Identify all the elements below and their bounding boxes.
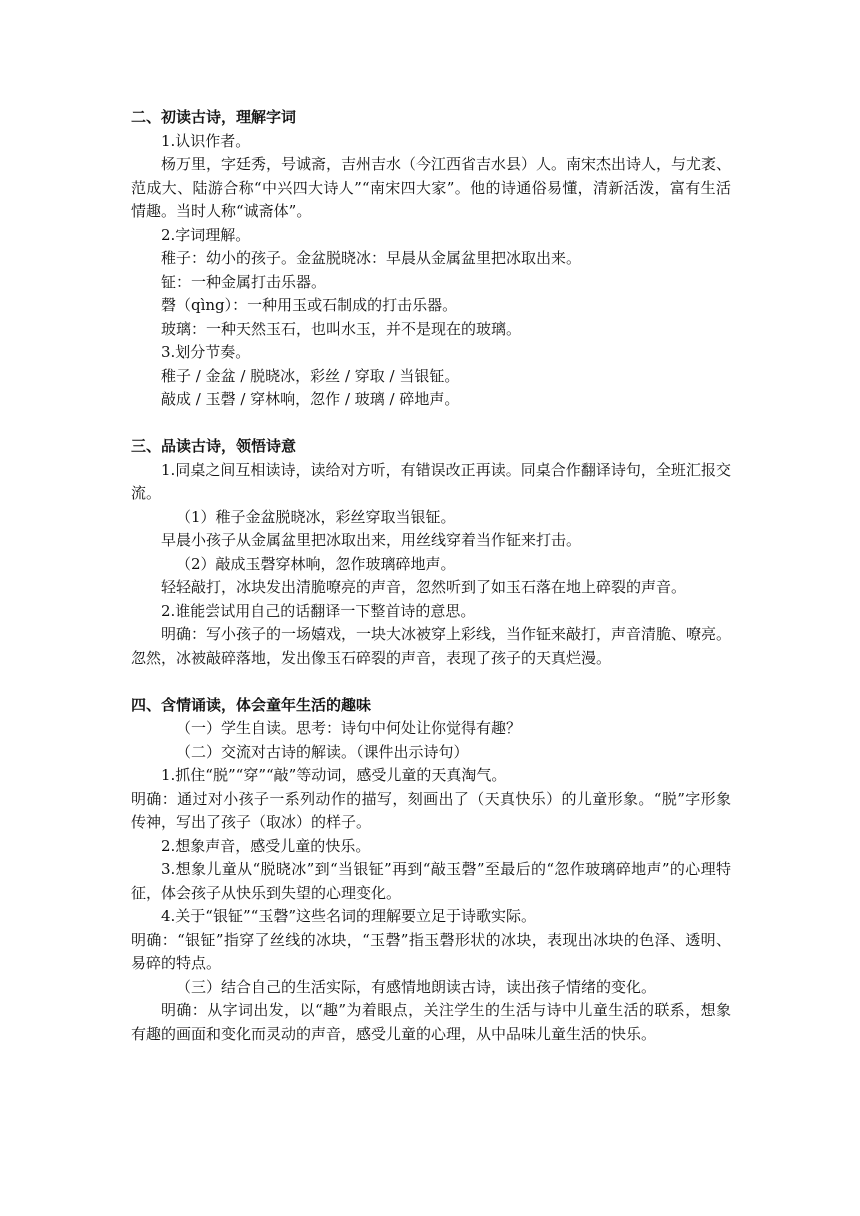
paragraph: 轻轻敲打，冰块发出清脆嘹亮的声音，忽然听到了如玉石落在地上碎裂的声音。 <box>161 578 687 596</box>
paragraph: 明确：写小孩子的一场嬉戏，一块大冰被穿上彩线，当作钲来敲打，声音清脆、嘹亮。忽然，冰被敲碎落地，发出像玉石碎裂的声音，表现了孩子的天真烂漫。 <box>131 625 732 667</box>
paragraph: 磬（qìng）：一种用玉或石制成的打击乐器。 <box>161 296 458 314</box>
spacer <box>131 670 731 694</box>
paragraph: 1.抓住“脱”“穿”“敲”等动词，感受儿童的天真淘气。 <box>161 766 507 784</box>
section-title-reading: 二、初读古诗，理解字词 <box>131 108 297 126</box>
paragraph: 1.认识作者。 <box>161 131 251 150</box>
section-title-recitation: 四、含情诵读，体会童年生活的趣味 <box>131 695 372 714</box>
paragraph: 明确：通过对小孩子一系列动作的描写，刻画出了（天真快乐）的儿童形象。“脱”字形象传神，写出了孩子（取冰）的样子。 <box>131 789 731 831</box>
paragraph: （二）交流对古诗的解读。（课件出示诗句） <box>176 742 469 761</box>
paragraph: （三）结合自己的生活实际，有感情地朗读古诗，读出孩子情绪的变化。 <box>176 977 657 996</box>
paragraph: 3.划分节奏。 <box>161 343 251 361</box>
spacer <box>131 412 731 436</box>
paragraph: 稚子 / 金盆 / 脱晓冰，彩丝 / 穿取 / 当银钲。 <box>161 366 460 385</box>
paragraph: 2.字词理解。 <box>161 225 251 244</box>
document-body <box>131 106 731 1046</box>
paragraph: 4.关于“银钲”“玉磬”这些名词的理解要立足于诗歌实际。 <box>161 907 536 925</box>
paragraph: （1）稚子金盆脱晓冰，彩丝穿取当银钲。 <box>176 507 456 526</box>
paragraph: 3.想象儿童从“脱晓冰”到“当银钲”再到“敲玉磬”至最后的“忽作玻璃碎地声”的心理特征，体会孩子从快乐到失望的心理变化。 <box>131 860 731 902</box>
paragraph: 早晨小孩子从金属盆里把冰取出来，用丝线穿着当作钲来打击。 <box>161 531 582 549</box>
paragraph: 1.同桌之间互相读诗，读给对方听，有错误改正再读。同桌合作翻译诗句，全班汇报交流。 <box>131 460 731 502</box>
paragraph: 杨万里，字廷秀，号诚斋，吉州吉水（今江西省吉水县）人。南宋杰出诗人，与尤袤、范成大、陆游合称“中兴四大诗人”“南宋四大家”。他的诗通俗易懂，清新活泼，富有生活情趣。当时人称“诚斋体”。 <box>131 155 732 220</box>
paragraph: （一）学生自读。思考：诗句中何处让你觉得有趣？ <box>176 719 522 737</box>
paragraph: 明确：“银钲”指穿了丝线的冰块，“玉磬”指玉磬形状的冰块，表现出冰块的色泽、透明、易碎的特点。 <box>131 930 731 972</box>
paragraph: 敲成 / 玉磬 / 穿林响，忽作 / 玻璃 / 碎地声。 <box>161 390 460 408</box>
paragraph: 稚子：幼小的孩子。金盆脱晓冰：早晨从金属盆里把冰取出来。 <box>161 249 582 267</box>
paragraph: 2.想象声音，感受儿童的快乐。 <box>161 836 371 855</box>
paragraph: 2.谁能尝试用自己的话翻译一下整首诗的意思。 <box>161 601 476 620</box>
paragraph: 玻璃：一种天然玉石，也叫水玉，并不是现在的玻璃。 <box>161 319 522 338</box>
paragraph: （2）敲成玉磬穿林响，忽作玻璃碎地声。 <box>176 554 456 573</box>
section-title-understanding: 三、品读古诗，领悟诗意 <box>131 437 297 455</box>
paragraph: 明确：从字词出发，以“趣”为着眼点，关注学生的生活与诗中儿童生活的联系，想象有趣的画面和变化而灵动的声音，感受儿童的心理，从中品味儿童生活的快乐。 <box>131 1001 731 1043</box>
paragraph: 钲：一种金属打击乐器。 <box>161 272 327 291</box>
